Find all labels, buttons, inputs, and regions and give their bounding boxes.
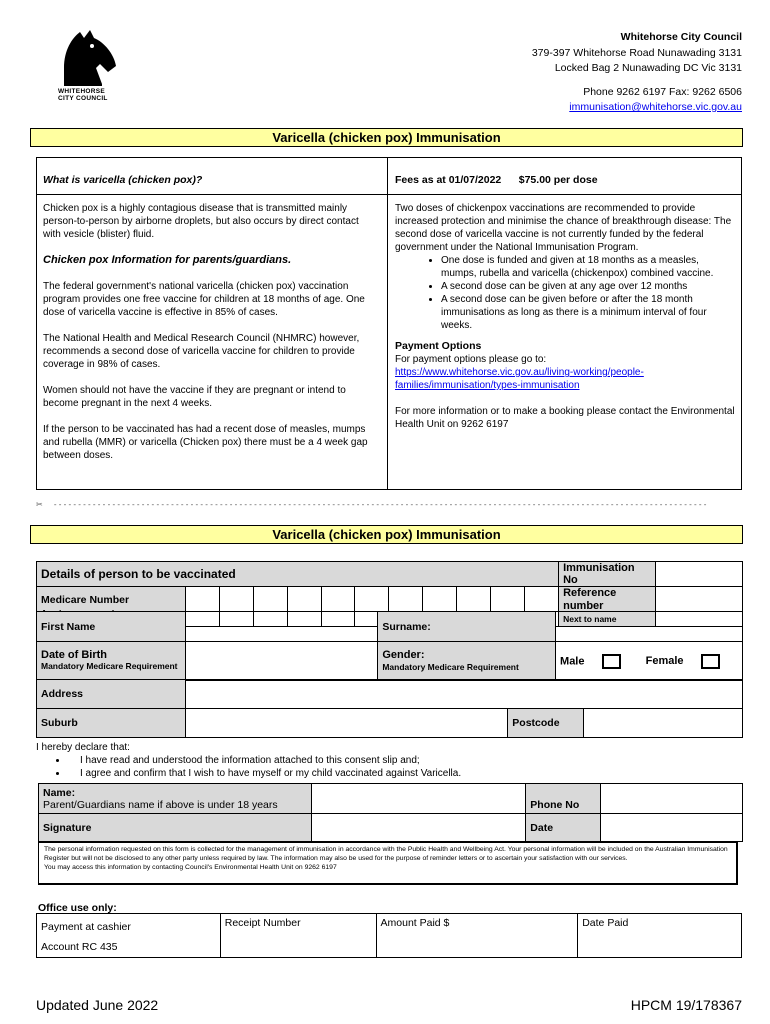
fees-list	[441, 254, 737, 332]
declaration	[36, 741, 461, 780]
list-item: • I agree and confirm that I wish to have myself or my child vaccinated against Varicella.	[68, 767, 461, 780]
gender-options	[556, 642, 743, 681]
medicare-label: Medicare Number	[41, 593, 130, 606]
dob-field[interactable]	[185, 642, 378, 681]
privacy-access: You may access this information by contacting Council's Environmental Health Unit on 9262 6197	[44, 864, 337, 871]
privacy-text: The personal information requested on this form is collected for the management of immunisation in accordance with the Public Health and Wellbeing Act. Your personal information will be included on the Australian Immunisation Register but will not be disclosed to any other party unless required by law. The information may also be used for the purpose of reminder letters or to ascertain your satisfaction with our services.	[44, 846, 728, 862]
male-label: Male	[560, 654, 585, 667]
female-checkbox[interactable]	[701, 654, 720, 669]
surname-field[interactable]	[556, 612, 743, 642]
first-name-label: First Name	[37, 612, 186, 642]
office-use-heading: Office use only:	[38, 902, 117, 914]
guardian-name-field[interactable]	[311, 784, 526, 814]
office-table	[36, 913, 742, 958]
list-item: • A second dose can be given before or after the 18 month immunisations as long as there is a minimum interval of four weeks.	[441, 293, 737, 332]
date-paid-label: Date Paid	[578, 914, 742, 958]
list-item: • I have read and understood the information attached to this consent slip and;	[68, 754, 461, 767]
details-heading: Details of person to be vaccinated	[37, 562, 559, 587]
fees-heading: Fees as at 01/07/2022 $75.00 per dose	[395, 174, 598, 186]
contact-text: For more information or to make a booking please contact the Environmental Health Unit on 9262 6197	[395, 406, 735, 430]
reference-sub: Next to name	[563, 614, 617, 624]
list-item: • One dose is funded and given at 18 months as a measles, mumps, rubella and varicella (chickenpox) combined vaccine.	[441, 254, 737, 280]
privacy-notice	[38, 842, 738, 885]
amount-paid-label: Amount Paid $	[376, 914, 578, 958]
info-box	[36, 157, 742, 490]
info-paragraph-1: The federal government's national varicella (chicken pox) vaccination program provides one free vaccine for children at 18 months of age. One dose of varicella vaccine is effective in 85% of cases.	[43, 281, 365, 318]
dob-sub: Mandatory Medicare Requirement	[41, 661, 178, 671]
info-paragraph-2: The National Health and Medical Research Council (NHMRC) however, recommends a second dose of varicella vaccine for children to provide coverage in 98% of cases.	[43, 333, 360, 370]
page-title: Varicella (chicken pox) Immunisation	[30, 128, 743, 147]
name-sub: Parent/Guardians name if above is under 18 years	[43, 798, 278, 811]
email-link[interactable]: immunisation@whitehorse.vic.gov.au	[569, 101, 742, 113]
what-is-text: Chicken pox is a highly contagious disease that is transmitted mainly person-to-person by airborne droplets, but also occurs by direct contact with vesicle (blister) fluid.	[43, 203, 359, 240]
postal-address: Locked Bag 2 Nunawading DC Vic 3131	[554, 62, 742, 74]
payment-link[interactable]: https://www.whitehorse.vic.gov.au/living-working/people-families/immunisation/types-immunisation	[395, 367, 644, 391]
payment-heading: Payment Options	[395, 340, 482, 352]
info-paragraph-3: Women should not have the vaccine if they are pregnant or intend to become pregnant in the next 4 weeks.	[43, 385, 346, 409]
info-left-column	[43, 174, 379, 475]
date-label: Date	[526, 814, 601, 842]
account-label: Account RC 435	[41, 941, 118, 953]
list-item: • A second dose can be given at any age over 12 months	[441, 280, 737, 293]
signature-label: Signature	[39, 814, 312, 842]
immunisation-no-label: Immunisation No	[559, 562, 656, 587]
scissors-icon: ✂	[36, 500, 43, 509]
postcode-label: Postcode	[508, 709, 584, 738]
form-title: Varicella (chicken pox) Immunisation	[30, 525, 743, 544]
cut-line: ✂ - - - - - - - - - - - - - - - - - - - - - - - - - - - - - - - - - - - - - - - - - - - - - - - - - - - - - - - - - - - - - - - - - - - - - - - - - - - - - - - - - - - - - - - - - - - - - - - - - - - - - - - - - - - - - - - - - - - - - - - - - - - - - - - - - - - - - -	[36, 500, 707, 509]
reference-label: Reference number	[563, 587, 617, 612]
male-checkbox[interactable]	[602, 654, 621, 669]
postcode-field[interactable]	[584, 709, 743, 738]
gender-sub: Mandatory Medicare Requirement	[382, 662, 519, 672]
address-field[interactable]	[185, 680, 742, 709]
info-paragraph-4: If the person to be vaccinated has had a recent dose of measles, mumps and rubella (MMR) or varicella (Chicken pox) there must be a 4 week gap between doses.	[43, 424, 368, 461]
first-name-field[interactable]	[185, 612, 378, 642]
footer-reference: HPCM 19/178367	[630, 997, 742, 1013]
suburb-label: Suburb	[37, 709, 186, 738]
info-right-column	[395, 174, 737, 444]
name-table	[36, 611, 743, 681]
declaration-intro: I hereby declare that:	[36, 742, 130, 753]
signature-field[interactable]	[311, 814, 526, 842]
address-table	[36, 679, 743, 738]
dob-label: Date of Birth	[41, 649, 107, 661]
payment-text: For payment options please go to:	[395, 354, 547, 365]
street-address: 379-397 Whitehorse Road Nunawading 3131	[531, 46, 742, 59]
phone-fax: Phone 9262 6197 Fax: 9262 6506	[583, 85, 742, 98]
payment-cashier-label: Payment at cashier	[41, 921, 131, 933]
female-label: Female	[645, 654, 684, 667]
receipt-number-label: Receipt Number	[220, 914, 376, 958]
immunisation-no-field[interactable]	[656, 562, 743, 587]
council-name: Whitehorse City Council	[620, 31, 742, 43]
address-label: Address	[37, 680, 186, 709]
what-is-heading: What is varicella (chicken pox)?	[43, 174, 203, 186]
fees-text: Two doses of chickenpox vaccinations are recommended to provide increased protection and minimise the chance of breakthrough disease: The second dose of varicella vaccine is not currently funded by the federal government under the National Immunisation Program.	[395, 203, 732, 253]
phone-field[interactable]	[601, 784, 743, 814]
surname-label: Surname:	[378, 612, 556, 642]
signature-table	[38, 783, 743, 842]
date-field[interactable]	[601, 814, 743, 842]
footer-updated: Updated June 2022	[36, 997, 159, 1013]
gender-label: Gender:	[382, 649, 425, 661]
phone-label: Phone No	[526, 784, 601, 814]
council-address	[532, 30, 742, 116]
name-label: Name:	[43, 786, 76, 799]
parents-heading: Chicken pox Information for parents/guardians.	[43, 254, 292, 266]
suburb-field[interactable]	[185, 709, 507, 738]
logo-text: WHITEHORSE CITY COUNCIL	[58, 88, 108, 102]
